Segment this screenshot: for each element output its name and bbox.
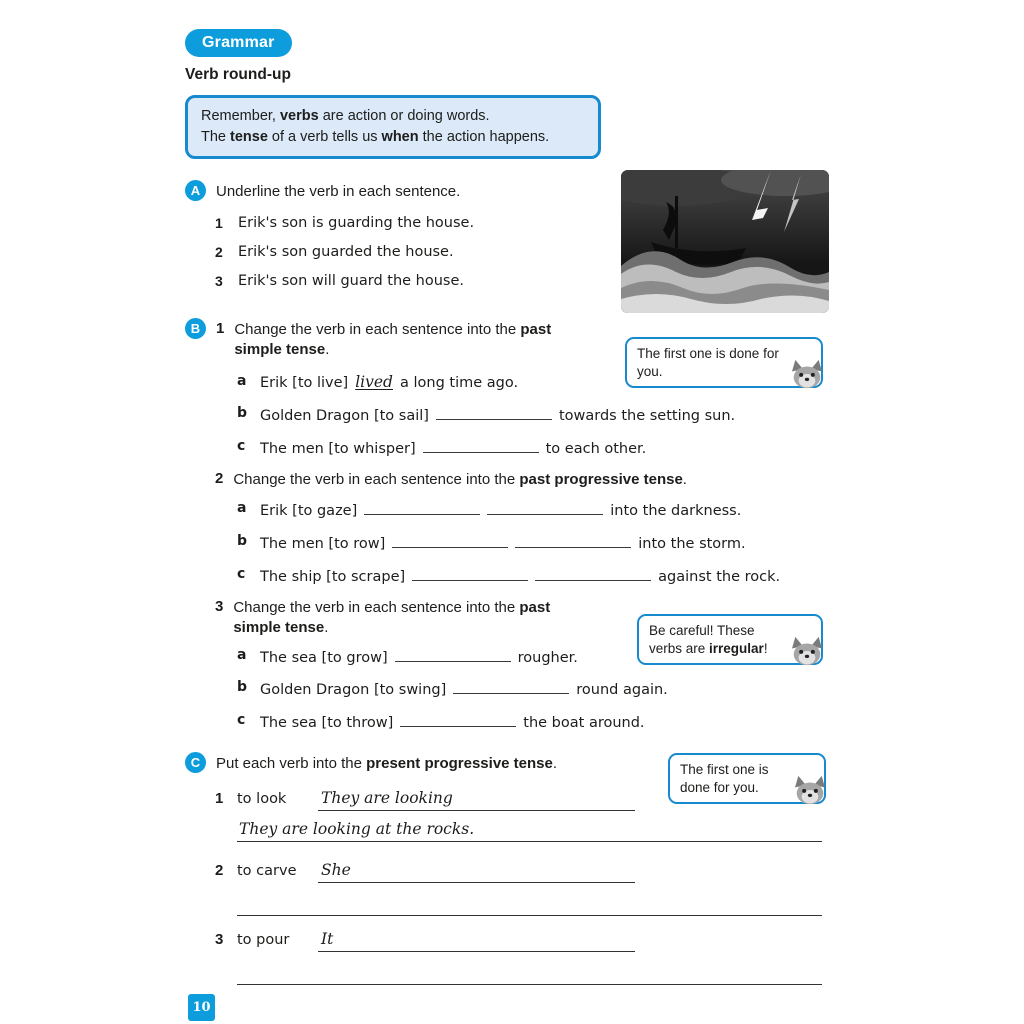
c-item-3: [215, 930, 635, 952]
sentence-suffix: against the rock.: [658, 569, 781, 585]
remember-box: [185, 95, 601, 159]
answer-blank[interactable]: [395, 647, 511, 662]
handwritten-answer: They are looking: [321, 789, 453, 807]
section-a-header: [185, 180, 460, 202]
item-number: 1: [215, 790, 224, 807]
section-c-instruction: Put each verb into the present progressive tense.: [216, 755, 558, 772]
answer-blank[interactable]: [436, 405, 552, 420]
b1-item-c: [237, 438, 646, 457]
c-item-1: [215, 789, 635, 811]
sentence-suffix: a long time ago.: [399, 375, 519, 391]
callout-irregular-verbs: [637, 614, 823, 665]
b1-item-a: [237, 373, 518, 391]
item-number: 3: [215, 273, 223, 289]
c-item-2: [215, 861, 635, 883]
callout-first-one-done-2: [668, 753, 826, 804]
sentence-suffix: round again.: [576, 682, 668, 698]
b3-instruction: Change the verb in each sentence into the past simple tense.: [233, 599, 551, 636]
item-letter: a: [237, 647, 247, 663]
answer-line[interactable]: [318, 930, 635, 952]
answer-line-2[interactable]: [237, 963, 822, 985]
b3-item-a: [237, 647, 578, 666]
remember-line-1: Remember, verbs are action or doing words.: [201, 108, 490, 124]
part-number: 3: [215, 598, 224, 615]
storm-sea-graphic: [621, 170, 829, 313]
sentence-suffix: to each other.: [545, 441, 647, 457]
a-item-2[interactable]: [215, 244, 454, 260]
sentence-prefix: The sea [to throw]: [260, 715, 394, 731]
storm-illustration: [621, 170, 829, 313]
callout-text: The first one is done for you.: [637, 346, 779, 379]
answer-line[interactable]: [318, 861, 635, 883]
a-item-1[interactable]: [215, 215, 474, 231]
answer-line[interactable]: [318, 789, 635, 811]
handwritten-answer: They are looking at the rocks.: [239, 820, 475, 838]
answer-blank[interactable]: [364, 500, 480, 515]
remember-line-2: The tense of a verb tells us when the action happens.: [201, 129, 550, 146]
item-letter: c: [237, 712, 246, 728]
verb-label: to pour: [237, 932, 290, 948]
handwritten-answer: She: [321, 861, 351, 879]
sentence-suffix: towards the setting sun.: [558, 408, 736, 424]
answer-blank[interactable]: [392, 533, 508, 548]
section-a-badge: A: [185, 180, 206, 201]
sentence-prefix: The sea [to grow]: [260, 650, 388, 666]
part-number: 2: [215, 470, 224, 487]
item-number: 2: [215, 244, 223, 260]
item-number: 1: [215, 215, 223, 231]
item-letter: b: [237, 533, 248, 549]
b2-item-c: [237, 566, 780, 585]
item-letter: c: [237, 438, 246, 454]
callout-text: Be careful! These verbs are irregular!: [649, 623, 768, 656]
a-item-3[interactable]: [215, 273, 464, 289]
item-letter: a: [237, 500, 247, 516]
sentence-suffix: into the storm.: [638, 536, 746, 552]
handwritten-answer: lived: [355, 373, 393, 391]
mascot-icon: [790, 636, 824, 671]
item-letter: c: [237, 566, 246, 582]
callout-text: The first one is done for you.: [680, 762, 769, 795]
sentence-prefix: Golden Dragon [to sail]: [260, 408, 429, 424]
item-letter: b: [237, 405, 248, 421]
section-b-header: [185, 318, 556, 359]
section-c-header: [185, 752, 557, 774]
sentence-prefix: Erik [to gaze]: [260, 503, 358, 519]
answer-blank[interactable]: [487, 500, 603, 515]
b1-instruction: Change the verb in each sentence into the past simple tense.: [234, 321, 552, 358]
item-letter: a: [237, 373, 247, 389]
handwritten-answer: It: [321, 930, 334, 948]
answer-blank[interactable]: [535, 566, 651, 581]
b3-header: [215, 596, 555, 637]
b2-item-a: [237, 500, 741, 519]
answer-blank[interactable]: [453, 679, 569, 694]
answer-blank[interactable]: [515, 533, 631, 548]
sentence: Erik's son is guarding the house.: [238, 215, 475, 231]
part-number: 1: [216, 320, 225, 337]
answer-blank[interactable]: [400, 712, 516, 727]
sentence: Erik's son will guard the house.: [238, 273, 465, 289]
grammar-badge: Grammar: [185, 29, 292, 57]
sentence-prefix: Golden Dragon [to swing]: [260, 682, 447, 698]
b3-item-c: [237, 712, 645, 731]
b3-item-b: [237, 679, 668, 698]
sentence-prefix: The men [to whisper]: [260, 441, 416, 457]
mascot-icon: [793, 775, 827, 810]
answer-line-2[interactable]: [237, 820, 822, 842]
answer-blank[interactable]: [423, 438, 539, 453]
b2-header: [215, 468, 687, 490]
item-number: 3: [215, 931, 224, 948]
verb-label: to carve: [237, 863, 297, 879]
sentence-prefix: The ship [to scrape]: [260, 569, 406, 585]
answer-line-2[interactable]: [237, 894, 822, 916]
answer-blank[interactable]: [412, 566, 528, 581]
item-number: 2: [215, 862, 224, 879]
page-title: Verb round-up: [185, 66, 291, 83]
item-letter: b: [237, 679, 248, 695]
section-b-badge: B: [185, 318, 206, 339]
sentence-suffix: the boat around.: [523, 715, 645, 731]
section-c-badge: C: [185, 752, 206, 773]
b2-instruction: Change the verb in each sentence into the past progressive tense.: [233, 471, 687, 488]
b2-item-b: [237, 533, 746, 552]
sentence: Erik's son guarded the house.: [238, 244, 454, 260]
sentence-prefix: Erik [to live]: [260, 375, 349, 391]
page-number: 10: [188, 994, 215, 1021]
sentence-prefix: The men [to row]: [260, 536, 386, 552]
verb-label: to look: [237, 791, 287, 807]
sentence-suffix: into the darkness.: [610, 503, 742, 519]
section-a-instruction: Underline the verb in each sentence.: [216, 183, 461, 200]
mascot-icon: [790, 359, 824, 394]
b1-item-b: [237, 405, 735, 424]
sentence-suffix: rougher.: [517, 650, 578, 666]
callout-first-one-done: [625, 337, 823, 388]
